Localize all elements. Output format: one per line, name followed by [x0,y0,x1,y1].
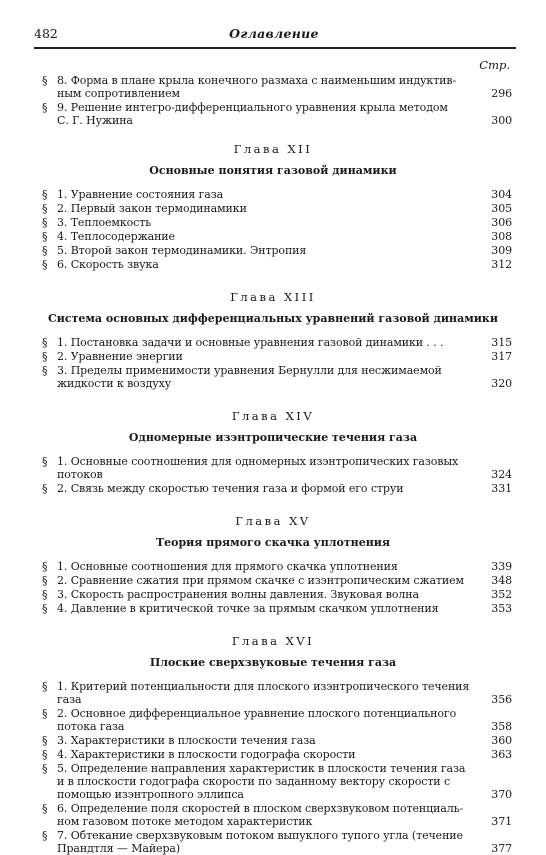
section-sign: § [42,602,48,615]
toc-entry-line: 1. Основные соотношения для одномерных изэнтропических газовых [57,455,459,468]
toc-entry-line: ным сопротивлением [57,87,180,100]
toc-entry [42,230,512,243]
toc-entry [42,455,512,481]
toc-entry-text [57,216,476,229]
toc-entry [42,762,512,801]
toc-entry [42,258,512,271]
toc-entry [42,244,512,257]
toc-entry [42,101,512,127]
section-sign: § [42,748,48,761]
toc-page-number: 306 [491,216,512,229]
header-rule [34,47,516,49]
section-sign: § [42,244,48,257]
section-sign: § [42,734,48,747]
toc-entry [42,829,512,855]
toc-entry-line: 2. Связь между скоростью течения газа и формой его струи [57,482,404,495]
toc-entry-line: 8. Форма в плане крыла конечного размаха с наименьшим индуктив- [57,74,457,87]
toc-entry-text [57,188,476,201]
chapter-label: Глава XII [233,142,313,156]
toc-entry [42,364,512,390]
toc-entry [42,336,512,349]
toc-entry-line: жидкости к воздуху [57,377,172,390]
toc-entry-line: 9. Решение интегро-дифференциального уравнения крыла методом [57,101,448,114]
section-sign: § [42,350,48,363]
toc-page-number: 304 [491,188,512,201]
section-sign: § [42,482,48,495]
toc-page-number: 305 [491,202,512,215]
toc-entry-text [57,802,476,828]
page-column-label: Стр. [479,58,510,72]
section-sign: § [42,560,48,573]
chapter-label: Глава XV [235,514,311,528]
toc-entry-line: 3. Теплоемкость [57,216,152,229]
toc-entry-line: потока газа [57,720,125,733]
toc-entry-text [57,258,476,271]
toc-entry-line: 3. Характеристики в плоскости течения газа [57,734,316,747]
toc-page-number: 363 [491,748,512,761]
toc-entry-text [57,748,476,761]
toc-page-number: 300 [491,114,512,127]
toc-entry-line: 1. Основные соотношения для прямого скачка уплотнения [57,560,398,573]
toc-entry-line: Прандтля — Майера) [57,842,181,855]
section-sign: § [42,364,48,377]
toc-entry-text [57,336,476,349]
chapter-label: Глава XIII [230,290,316,304]
toc-entry-line: 2. Основное дифференциальное уравнение плоского потенциального [57,707,457,720]
chapter-title: Одномерные изэнтропические течения газа [128,431,418,444]
page-header [34,26,514,46]
toc-entry-line: 3. Пределы применимости уравнения Бернулли для несжимаемой [57,364,442,377]
section-sign: § [42,574,48,587]
page-number: 482 [34,26,58,41]
toc-entry-line: 5. Второй закон термодинамики. Энтропия [57,244,307,257]
toc-entry-line: ном газовом потоке методом характеристик [57,815,313,828]
toc-entry [42,482,512,495]
section-sign: § [42,680,48,693]
toc-entry-text [57,230,476,243]
section-sign: § [42,802,48,815]
toc-entry-text [57,101,476,127]
toc-entry [42,350,512,363]
toc-entry [42,680,512,706]
section-sign: § [42,216,48,229]
toc-entry-text [57,680,476,706]
toc-page-number: 370 [491,788,512,801]
toc-entry-text [57,588,476,601]
toc-page-number: 320 [491,377,512,390]
section-sign: § [42,188,48,201]
toc-entry-line: газа [57,693,82,706]
toc-page-number: 315 [491,336,512,349]
section-sign: § [42,258,48,271]
toc-entry [42,188,512,201]
toc-page-number: 360 [491,734,512,747]
section-sign: § [42,588,48,601]
section-sign: § [42,829,48,842]
chapter-title: Система основных дифференциальных уравнений газовой динамики [47,312,499,325]
section-sign: § [42,202,48,215]
toc-entry [42,748,512,761]
toc-entry-text [57,364,476,390]
toc-entry-text [57,455,476,481]
toc-page-number: 324 [491,468,512,481]
toc-entry-text [57,574,476,587]
toc-entry-line: 6. Определение поля скоростей в плоском сверхзвуковом потенциаль- [57,802,464,815]
toc-entry-text [57,602,476,615]
toc-entry-text [57,202,476,215]
toc-entry-text [57,74,476,100]
toc-entry-line: 2. Уравнение энергии [57,350,183,363]
toc-page-number: 356 [491,693,512,706]
toc-entry [42,74,512,100]
toc-page-number: 358 [491,720,512,733]
section-sign: § [42,74,48,87]
toc-entry [42,802,512,828]
chapter-title: Плоские сверхзвуковые течения газа [149,656,397,669]
toc-page-number: 352 [491,588,512,601]
toc-entry-line: 6. Скорость звука [57,258,159,271]
toc-entry [42,216,512,229]
toc-entry-text [57,350,476,363]
toc-entry-text [57,560,476,573]
toc-entry [42,560,512,573]
toc-entry-line: 4. Характеристики в плоскости годографа скорости [57,748,356,761]
section-sign: § [42,336,48,349]
section-sign: § [42,455,48,468]
chapter-title: Теория прямого скачка уплотнения [155,536,391,549]
chapter-label: Глава XIV [231,409,315,423]
toc-page-number: 348 [491,574,512,587]
toc-page-number: 353 [491,602,512,615]
toc-page-number: 377 [491,842,512,855]
toc-entry [42,588,512,601]
toc-entry-line: 1. Уравнение состояния газа [57,188,224,201]
page-title: Оглавление [229,26,319,41]
toc-entry-line: 4. Давление в критической точке за прямым скачком уплотнения [57,602,439,615]
toc-entry-line: С. Г. Нужина [57,114,133,127]
toc-entry-line: 5. Определение направления характеристик в плоскости течения газа [57,762,466,775]
chapter-label: Глава XVI [231,634,315,648]
chapter-title: Основные понятия газовой динамики [149,164,397,177]
toc-entry-line: 2. Первый закон термодинамики [57,202,247,215]
toc-page-number: 308 [491,230,512,243]
toc-page-number: 331 [491,482,512,495]
toc-entry-text [57,244,476,257]
section-sign: § [42,230,48,243]
toc-entry-line: и в плоскости годографа скорости по заданному вектору скорости с [57,775,451,788]
section-sign: § [42,707,48,720]
toc-entry-line: 7. Обтекание сверхзвуковым потоком выпуклого тупого угла (течение [57,829,463,842]
toc-page-number: 371 [491,815,512,828]
toc-entry-line: 4. Теплосодержание [57,230,175,243]
toc-entry-line: 2. Сравнение сжатия при прямом скачке с изэнтропическим сжатием [57,574,465,587]
toc-entry-line: 3. Скорость распространения волны давления. Звуковая волна [57,588,419,601]
toc-page-number: 312 [491,258,512,271]
toc-entry-line: 1. Критерий потенциальности для плоского изэнтропического течения [57,680,470,693]
toc-entry [42,707,512,733]
toc-entry-line: потоков [57,468,103,481]
toc-entry [42,202,512,215]
toc-entry [42,734,512,747]
toc-page-number: 296 [491,87,512,100]
section-sign: § [42,762,48,775]
toc-entry-line: помощью изэнтропного эллипса [57,788,244,801]
toc-entry-text [57,707,476,733]
toc-page-number: 317 [491,350,512,363]
toc-entry-text [57,829,476,855]
toc-entry [42,574,512,587]
toc-entry-line: 1. Постановка задачи и основные уравнения газовой динамики . . . [57,336,444,349]
toc-page-number: 339 [491,560,512,573]
toc-entry-text [57,482,476,495]
toc-entry-text [57,762,476,801]
section-sign: § [42,101,48,114]
toc-entry-text [57,734,476,747]
toc-page-number: 309 [491,244,512,257]
toc-entry [42,602,512,615]
